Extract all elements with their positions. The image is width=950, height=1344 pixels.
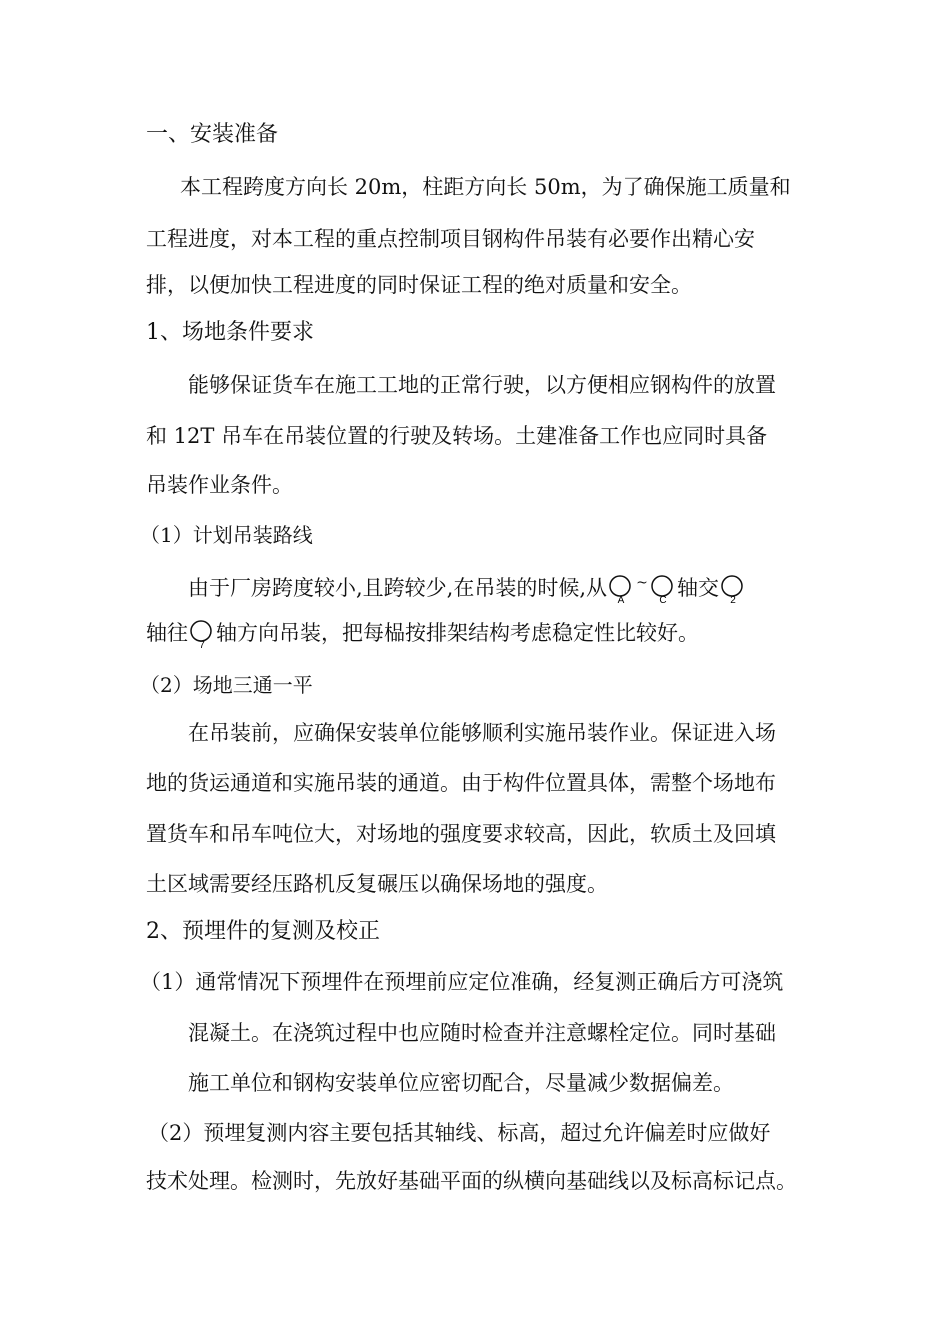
paragraph-line: （2）预埋复测内容主要包括其轴线、标高，超过允许偏差时应做好 xyxy=(148,1121,771,1145)
range-tilde: ~ xyxy=(636,575,648,591)
axis-marker-c xyxy=(649,575,677,605)
paragraph-line: 施工单位和钢构安装单位应密切配合，尽量减少数据偏差。 xyxy=(188,1071,734,1095)
axis-marker-2 xyxy=(719,575,747,605)
axis-marker-a xyxy=(607,575,635,605)
paragraph-line: 吊装作业条件。 xyxy=(146,473,293,497)
route-text-pre: 由于厂房跨度较小,且跨较少,在吊装的时候,从 xyxy=(188,576,608,600)
paragraph-line: 技术处理。检测时，先放好基础平面的纵横向基础线以及标高标记点。 xyxy=(146,1169,797,1193)
paragraph-line: 置货车和吊车吨位大，对场地的强度要求较高，因此，软质土及回填 xyxy=(146,822,776,846)
paragraph-line: 排，以便加快工程进度的同时保证工程的绝对质量和安全。 xyxy=(146,273,692,297)
route-text-post: 轴方向吊装，把每榀按排架结构考虑稳定性比较好。 xyxy=(216,621,699,645)
paragraph-line: 混凝土。在浇筑过程中也应随时检查并注意螺栓定位。同时基础 xyxy=(188,1021,776,1045)
paragraph-line: 工程进度，对本工程的重点控制项目钢构件吊装有必要作出精心安 xyxy=(146,227,755,251)
axis-label-c: C xyxy=(659,594,667,605)
route-text-pre2: 轴往 xyxy=(146,621,188,645)
paragraph-line: 本工程跨度方向长 20m，柱距方向长 50m，为了确保施工质量和 xyxy=(180,175,791,199)
paragraph-line: 能够保证货车在施工工地的正常行驶，以方便相应钢构件的放置 xyxy=(188,373,776,397)
paragraph-line xyxy=(146,618,699,650)
item-heading: （2）场地三通一平 xyxy=(140,673,313,697)
subsection-heading: 2、预埋件的复测及校正 xyxy=(146,919,380,944)
paragraph-line: 在吊装前，应确保安装单位能够顺利实施吊装作业。保证进入场 xyxy=(188,721,776,745)
axis-label-7: 7 xyxy=(199,639,205,650)
section-heading: 一、安装准备 xyxy=(146,122,279,147)
paragraph-line: 土区域需要经压路机反复碾压以确保场地的强度。 xyxy=(146,872,608,896)
axis-marker-7 xyxy=(188,620,216,650)
item-heading: （1）计划吊装路线 xyxy=(140,523,313,547)
paragraph-line xyxy=(188,568,747,605)
paragraph-line: （1）通常情况下预埋件在预埋前应定位准确，经复测正确后方可浇筑 xyxy=(140,970,784,994)
paragraph-line: 和 12T 吊车在吊装位置的行驶及转场。土建准备工作也应同时具备 xyxy=(146,424,768,448)
axis-label-2: 2 xyxy=(730,594,736,605)
paragraph-line: 地的货运通道和实施吊装的通道。由于构件位置具体，需整个场地布 xyxy=(146,771,776,795)
axis-label-a: A xyxy=(617,594,625,605)
subsection-heading: 1、场地条件要求 xyxy=(146,320,314,345)
route-text-mid: 轴交 xyxy=(677,576,720,600)
